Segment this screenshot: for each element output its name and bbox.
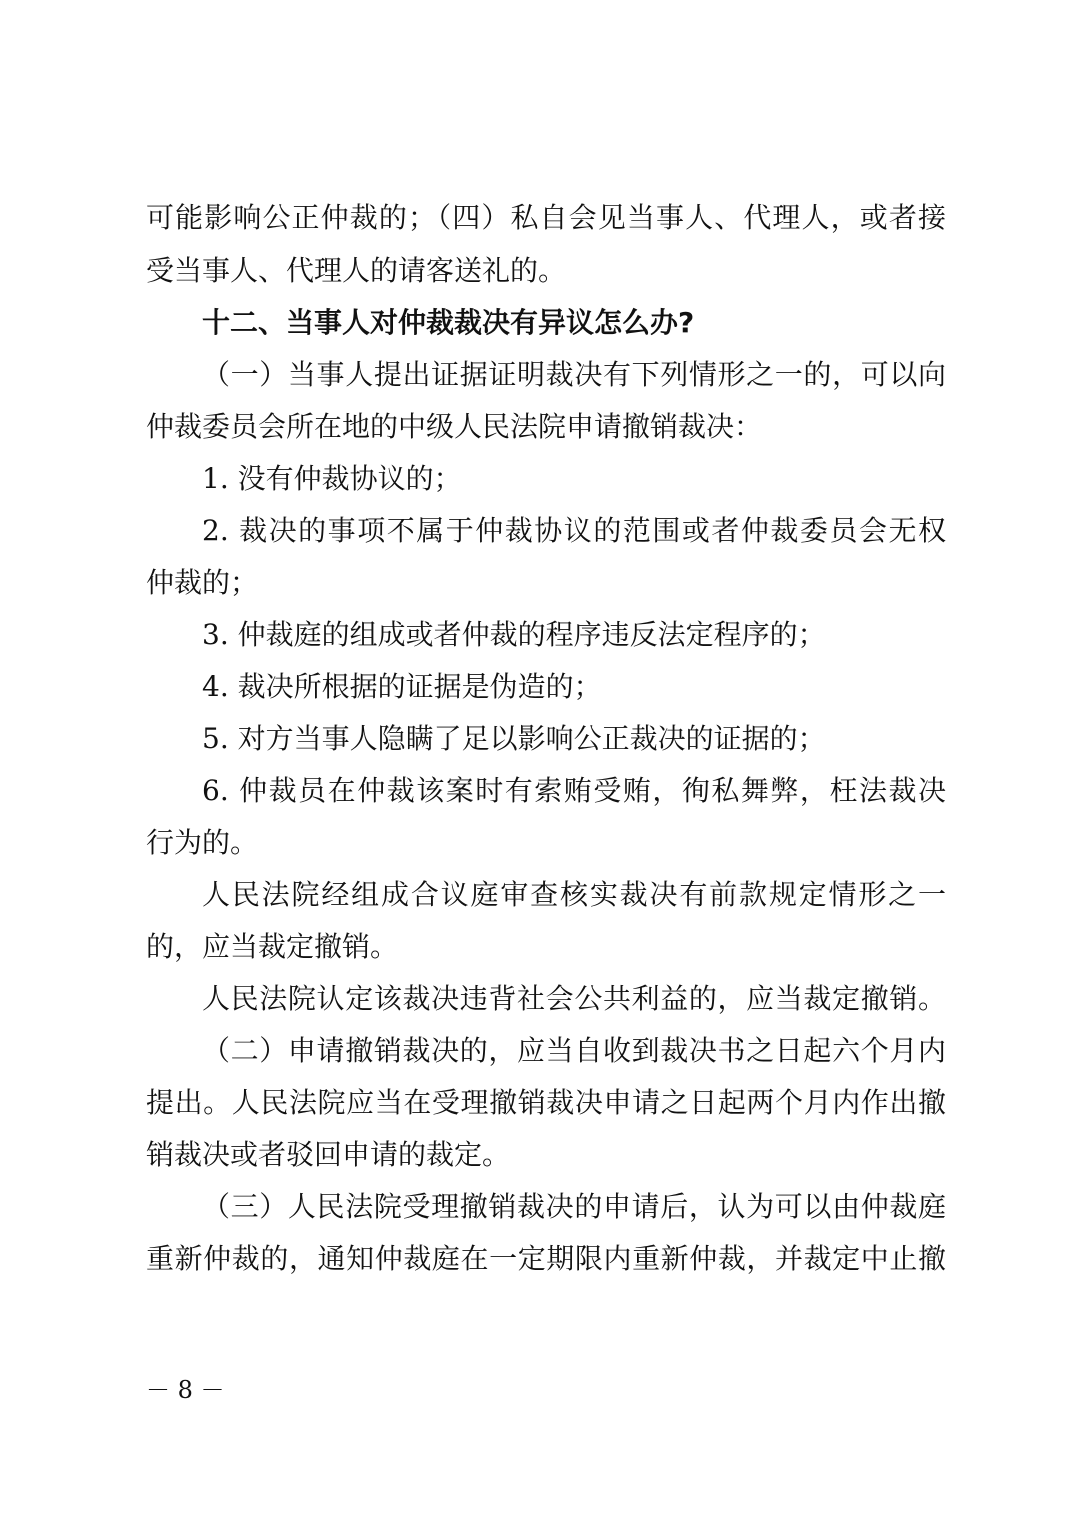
text-line: 仲裁的； xyxy=(146,566,259,599)
section-heading: 十二、当事人对仲裁裁决有异议怎么办? xyxy=(202,306,695,339)
text-line: 重新仲裁的，通知仲裁庭在一定期限内重新仲裁，并裁定中止撤 xyxy=(146,1242,946,1275)
text-line: （二）申请撤销裁决的，应当自收到裁决书之日起六个月内 xyxy=(202,1034,946,1067)
text-line: （三）人民法院受理撤销裁决的申请后，认为可以由仲裁庭 xyxy=(202,1190,946,1223)
text-line: 销裁决或者驳回申请的裁定。 xyxy=(146,1138,511,1171)
text-line: 受当事人、代理人的请客送礼的。 xyxy=(146,254,567,287)
list-item: 5. 对方当事人隐瞒了足以影响公正裁决的证据的； xyxy=(202,722,826,755)
text-line: 行为的。 xyxy=(146,826,259,859)
text-line: 人民法院经组成合议庭审查核实裁决有前款规定情形之一 xyxy=(202,878,946,911)
list-item: 4. 裁决所根据的证据是伪造的； xyxy=(202,670,602,703)
page-number: － 8 － xyxy=(146,1376,225,1404)
list-item: 2. 裁决的事项不属于仲裁协议的范围或者仲裁委员会无权 xyxy=(202,514,946,547)
text-line: （一）当事人提出证据证明裁决有下列情形之一的，可以向 xyxy=(202,358,946,391)
text-line: 提出。人民法院应当在受理撤销裁决申请之日起两个月内作出撤 xyxy=(146,1086,946,1119)
list-item: 1. 没有仲裁协议的； xyxy=(202,462,462,495)
text-line: 人民法院认定该裁决违背社会公共利益的，应当裁定撤销。 xyxy=(202,982,946,1015)
text-line: 可能影响公正仲裁的；（四）私自会见当事人、代理人，或者接 xyxy=(146,201,946,234)
list-item: 6. 仲裁员在仲裁该案时有索贿受贿，徇私舞弊，枉法裁决 xyxy=(202,774,946,807)
text-line: 仲裁委员会所在地的中级人民法院申请撤销裁决： xyxy=(146,410,763,443)
list-item: 3. 仲裁庭的组成或者仲裁的程序违反法定程序的； xyxy=(202,618,826,651)
text-line: 的，应当裁定撤销。 xyxy=(146,930,399,963)
